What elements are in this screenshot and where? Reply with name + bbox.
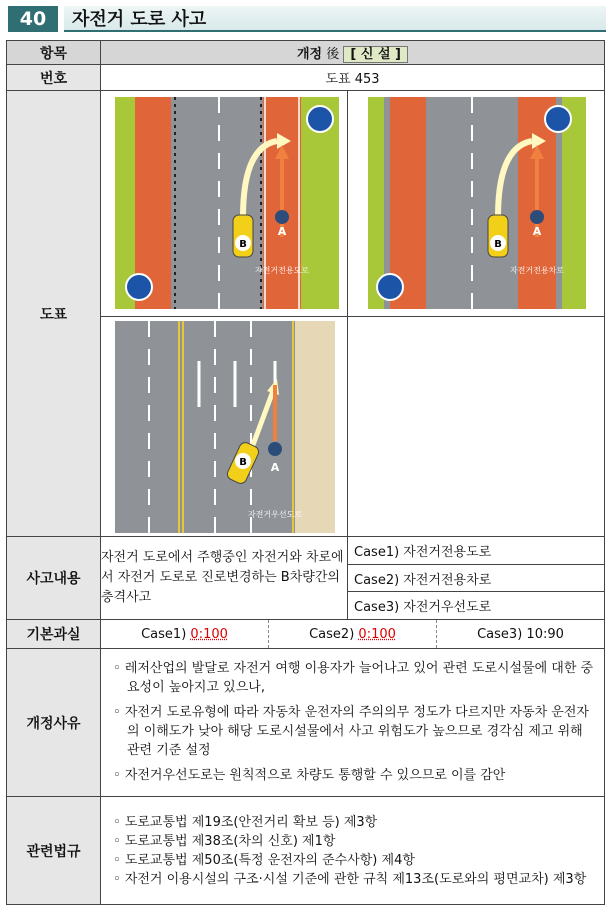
vehicle-b-label: B: [239, 457, 247, 468]
accident-description: 자전거 도로에서 주행중인 자전거와 차로에서 자전거 도로로 진로변경하는 B차량간의 충격사고: [101, 537, 348, 620]
fault-case1: Case1) 0:100: [101, 620, 269, 648]
row-reason-label: 개정사유: [7, 649, 101, 797]
fault-case2: Case2) 0:100: [269, 620, 437, 648]
rider-a-label: A: [270, 461, 280, 474]
after-label: 後: [326, 47, 340, 62]
row-number-label: 번호: [7, 65, 101, 91]
row-law-label: 관련법규: [7, 797, 101, 905]
case-item: Case3) 자전거우선도로: [354, 600, 492, 616]
fault-value: 10:90: [526, 626, 564, 642]
row-accident-label: 사고내용: [7, 537, 101, 620]
reasons: [101, 649, 605, 797]
diagram-case1: [115, 97, 339, 309]
bike-sign-icon: [377, 274, 403, 300]
reason-item: ◦ 자전거 도로유형에 따라 자동차 운전자의 주의의무 정도가 다르지만 자동차 운전자의 이해도가 낮아 해당 도로시설물에서 사고 위험도가 높으므로 경각심 제고 위해 관련 기준 설정: [109, 703, 598, 760]
lane-marking-text: 자전거전용차로: [509, 266, 565, 275]
fault-value: 0:100: [190, 626, 228, 642]
diagram-case3: [115, 321, 335, 533]
lane-marking-text: 자전거전용도로: [254, 266, 310, 275]
fault-value: 0:100: [358, 626, 396, 642]
law-item: ◦ 도로교통법 제19조(안전거리 확보 등) 제3항: [109, 813, 598, 832]
laws: [101, 797, 605, 905]
law-item: ◦ 도로교통법 제38조(차의 신호) 제1항: [109, 832, 598, 851]
new-badge: [ 신 설 ]: [343, 46, 408, 63]
lane-marking-text: 자전거우선도로: [247, 510, 303, 519]
rider-a-label: A: [532, 225, 542, 238]
reason-item: ◦ 자전거우선도로는 원칙적으로 차량도 통행할 수 있으므로 이를 감안: [109, 766, 598, 785]
bike-sign-icon: [126, 274, 152, 300]
law-item: ◦ 자전거 이용시설의 구조·시설 기준에 관한 규칙 제13조(도로와의 평면교차) 제3항: [109, 870, 598, 889]
section-number: 40: [8, 6, 58, 32]
rider-a-label: A: [277, 225, 287, 238]
bike-sign-icon: [307, 106, 333, 132]
vehicle-b-label: B: [239, 239, 247, 250]
row-diagram-label: 도표: [7, 91, 101, 537]
diagram-cell: [101, 91, 605, 537]
fault-ratios: [101, 620, 605, 649]
case-item: Case1) 자전거전용도로: [348, 537, 604, 565]
page-title: 자전거 도로 사고: [64, 6, 606, 32]
vehicle-b-label: B: [494, 239, 502, 250]
header-item: 항목: [7, 41, 101, 65]
case-list: [348, 537, 605, 620]
header-revision: [101, 41, 605, 65]
row-fault-label: 기본과실: [7, 620, 101, 649]
law-item: ◦ 도로교통법 제50조(특정 운전자의 준수사항) 제4항: [109, 851, 598, 870]
bike-sign-icon: [545, 106, 571, 132]
case-item: Case2) 자전거전용차로: [348, 565, 604, 593]
reason-item: ◦ 레저산업의 발달로 자전거 여행 이용자가 늘어나고 있어 관련 도로시설물에 대한 중요성이 높아지고 있으나,: [109, 659, 598, 697]
fault-case3: Case3) 10:90: [477, 626, 564, 642]
accident-table: [6, 40, 605, 905]
diagram-case2: [368, 97, 586, 309]
row-number-value: 도표 453: [101, 65, 605, 91]
page-header: [2, 4, 609, 32]
revision-label: 개정: [297, 47, 323, 62]
